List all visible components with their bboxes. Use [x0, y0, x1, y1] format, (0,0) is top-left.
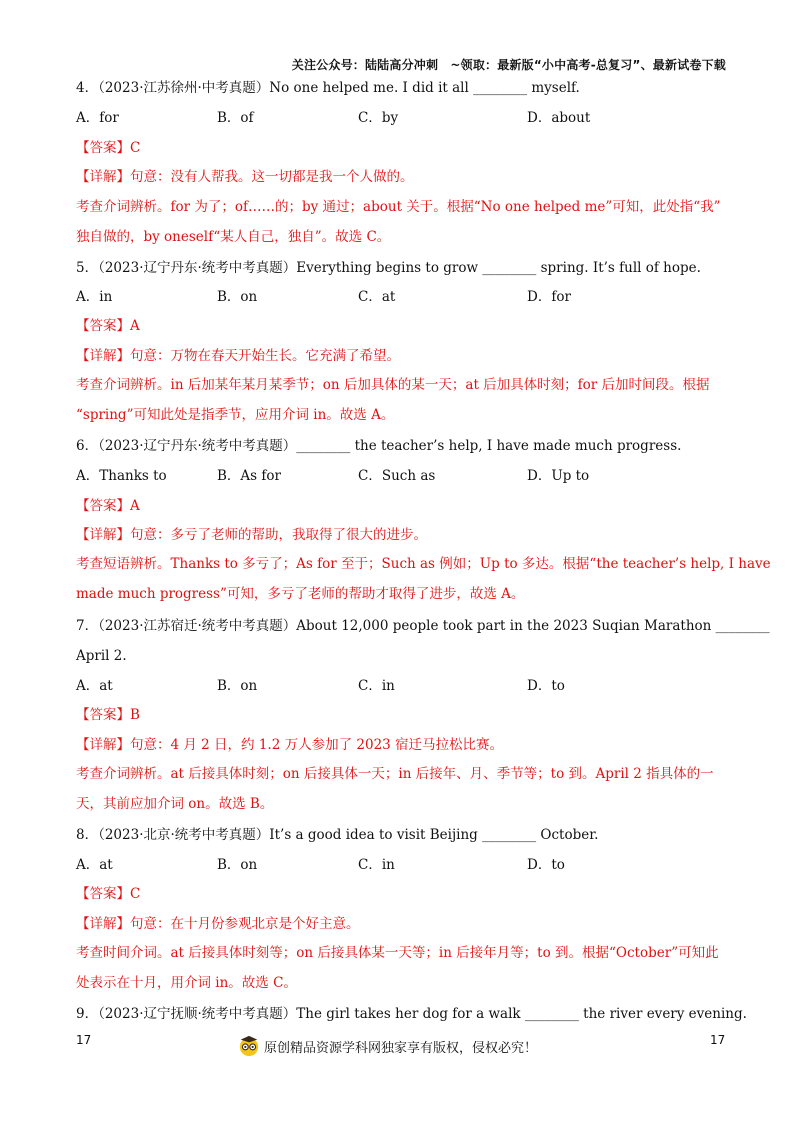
option-b: B．on	[217, 289, 258, 305]
answer-label: 【答案】A	[76, 498, 140, 514]
analysis-line: 天，其前应加介词 on。故选 B。	[76, 796, 274, 812]
question-stem-cont: April 2.	[76, 648, 127, 664]
option-c: C．by	[358, 110, 399, 126]
page-number-left: 17	[76, 1033, 92, 1047]
answer-label: 【答案】A	[76, 318, 140, 334]
option-d: D．Up to	[527, 468, 590, 484]
detail-text: 【详解】句意：在十月份参观北京是个好主意。	[76, 916, 360, 932]
option-b: B．on	[217, 857, 258, 873]
option-c: C．at	[358, 289, 396, 305]
analysis-line: 考查介词辨析。in 后加某年某月某季节；on 后加具体的某一天；at 后加具体时刻；for 后加时间段。根据	[76, 377, 710, 393]
owl-logo-icon	[238, 1035, 260, 1057]
option-a: A．in	[76, 289, 113, 305]
detail-text	[76, 168, 414, 186]
detail-sentence: 【详解】句意：没有人帮我。这一切都是我一个人做的。	[76, 169, 414, 185]
analysis-line: 考查短语辨析。Thanks to 多亏了；As for 至于；Such as 例如；Up to 多达。根据“the teacher’s help, I have	[76, 556, 771, 572]
option-b: B．of	[217, 110, 254, 126]
option-b: B．As for	[217, 468, 281, 484]
analysis-line: 独自做的，by oneself“某人自己，独自”。故选 C。	[76, 229, 391, 245]
page-header: 关注公众号：陆陆高分冲刺 ~领取：最新版“小中高考-总复习”、最新试卷下载	[291, 58, 726, 72]
question-stem: 5．（2023·辽宁丹东·统考中考真题）Everything begins to grow ________ spring. It’s full of hope.	[76, 260, 701, 276]
option-a: A．Thanks to	[76, 468, 167, 484]
detail-text: 【详解】句意：4 月 2 日，约 1.2 万人参加了 2023 宿迁马拉松比赛。	[76, 737, 504, 753]
footer-text: 原创精品资源学科网独家享有版权，侵权必究！	[264, 1040, 538, 1056]
analysis-line: 考查时间介词。at 后接具体时刻等；on 后接具体某一天等；in 后接年月等；to 到。根据“October”可知此	[76, 945, 719, 961]
detail-text: 【详解】句意：多亏了老师的帮助，我取得了很大的进步。	[76, 527, 427, 543]
option-a: A．at	[76, 857, 113, 873]
analysis-line: 考查介词辨析。for 为了；of……的；by 通过；about 关于。根据“No one helped me”可知，此处指“我”	[76, 199, 721, 215]
question-stem: 9．（2023·辽宁抚顺·统考中考真题）The girl takes her dog for a walk ________ the river every evening.	[76, 1006, 747, 1022]
answer-label: 【答案】C	[76, 140, 141, 156]
analysis-line: 处表示在十月，用介词 in。故选 C。	[76, 975, 297, 991]
option-d: D．to	[527, 678, 565, 694]
option-c: C．in	[358, 857, 395, 873]
option-a: A．at	[76, 678, 113, 694]
answer-label: 【答案】B	[76, 707, 140, 723]
analysis-line: 考查介词辨析。at 后接具体时刻；on 后接具体一天；in 后接年、月、季节等；to 到。April 2 指具体的一	[76, 766, 714, 782]
page-number-right: 17	[710, 1033, 726, 1047]
question-stem: 6．（2023·辽宁丹东·统考中考真题）________ the teacher’s help, I have made much progress.	[76, 438, 682, 454]
option-d: D．for	[527, 289, 571, 305]
option-c: C．Such as	[358, 468, 436, 484]
option-b: B．on	[217, 678, 258, 694]
detail-text: 【详解】句意：万物在春天开始生长。它充满了希望。	[76, 348, 400, 364]
question-stem: 7．（2023·江苏宿迁·统考中考真题）About 12,000 people took part in the 2023 Suqian Marathon ________	[76, 618, 770, 634]
question-stem: 4．（2023·江苏徐州·中考真题）No one helped me. I did it all ________ myself.	[76, 80, 580, 96]
analysis-line: “spring”可知此处是指季节，应用介词 in。故选 A。	[76, 407, 395, 423]
footer-copyright	[238, 1035, 537, 1057]
option-a: A．for	[76, 110, 119, 126]
option-d: D．about	[527, 110, 591, 126]
option-d: D．to	[527, 857, 565, 873]
option-c: C．in	[358, 678, 395, 694]
question-stem: 8．（2023·北京·统考中考真题）It’s a good idea to visit Beijing ________ October.	[76, 827, 599, 843]
answer-label: 【答案】C	[76, 886, 141, 902]
analysis-line: made much progress”可知，多亏了老师的帮助才取得了进步，故选 A。	[76, 586, 525, 602]
